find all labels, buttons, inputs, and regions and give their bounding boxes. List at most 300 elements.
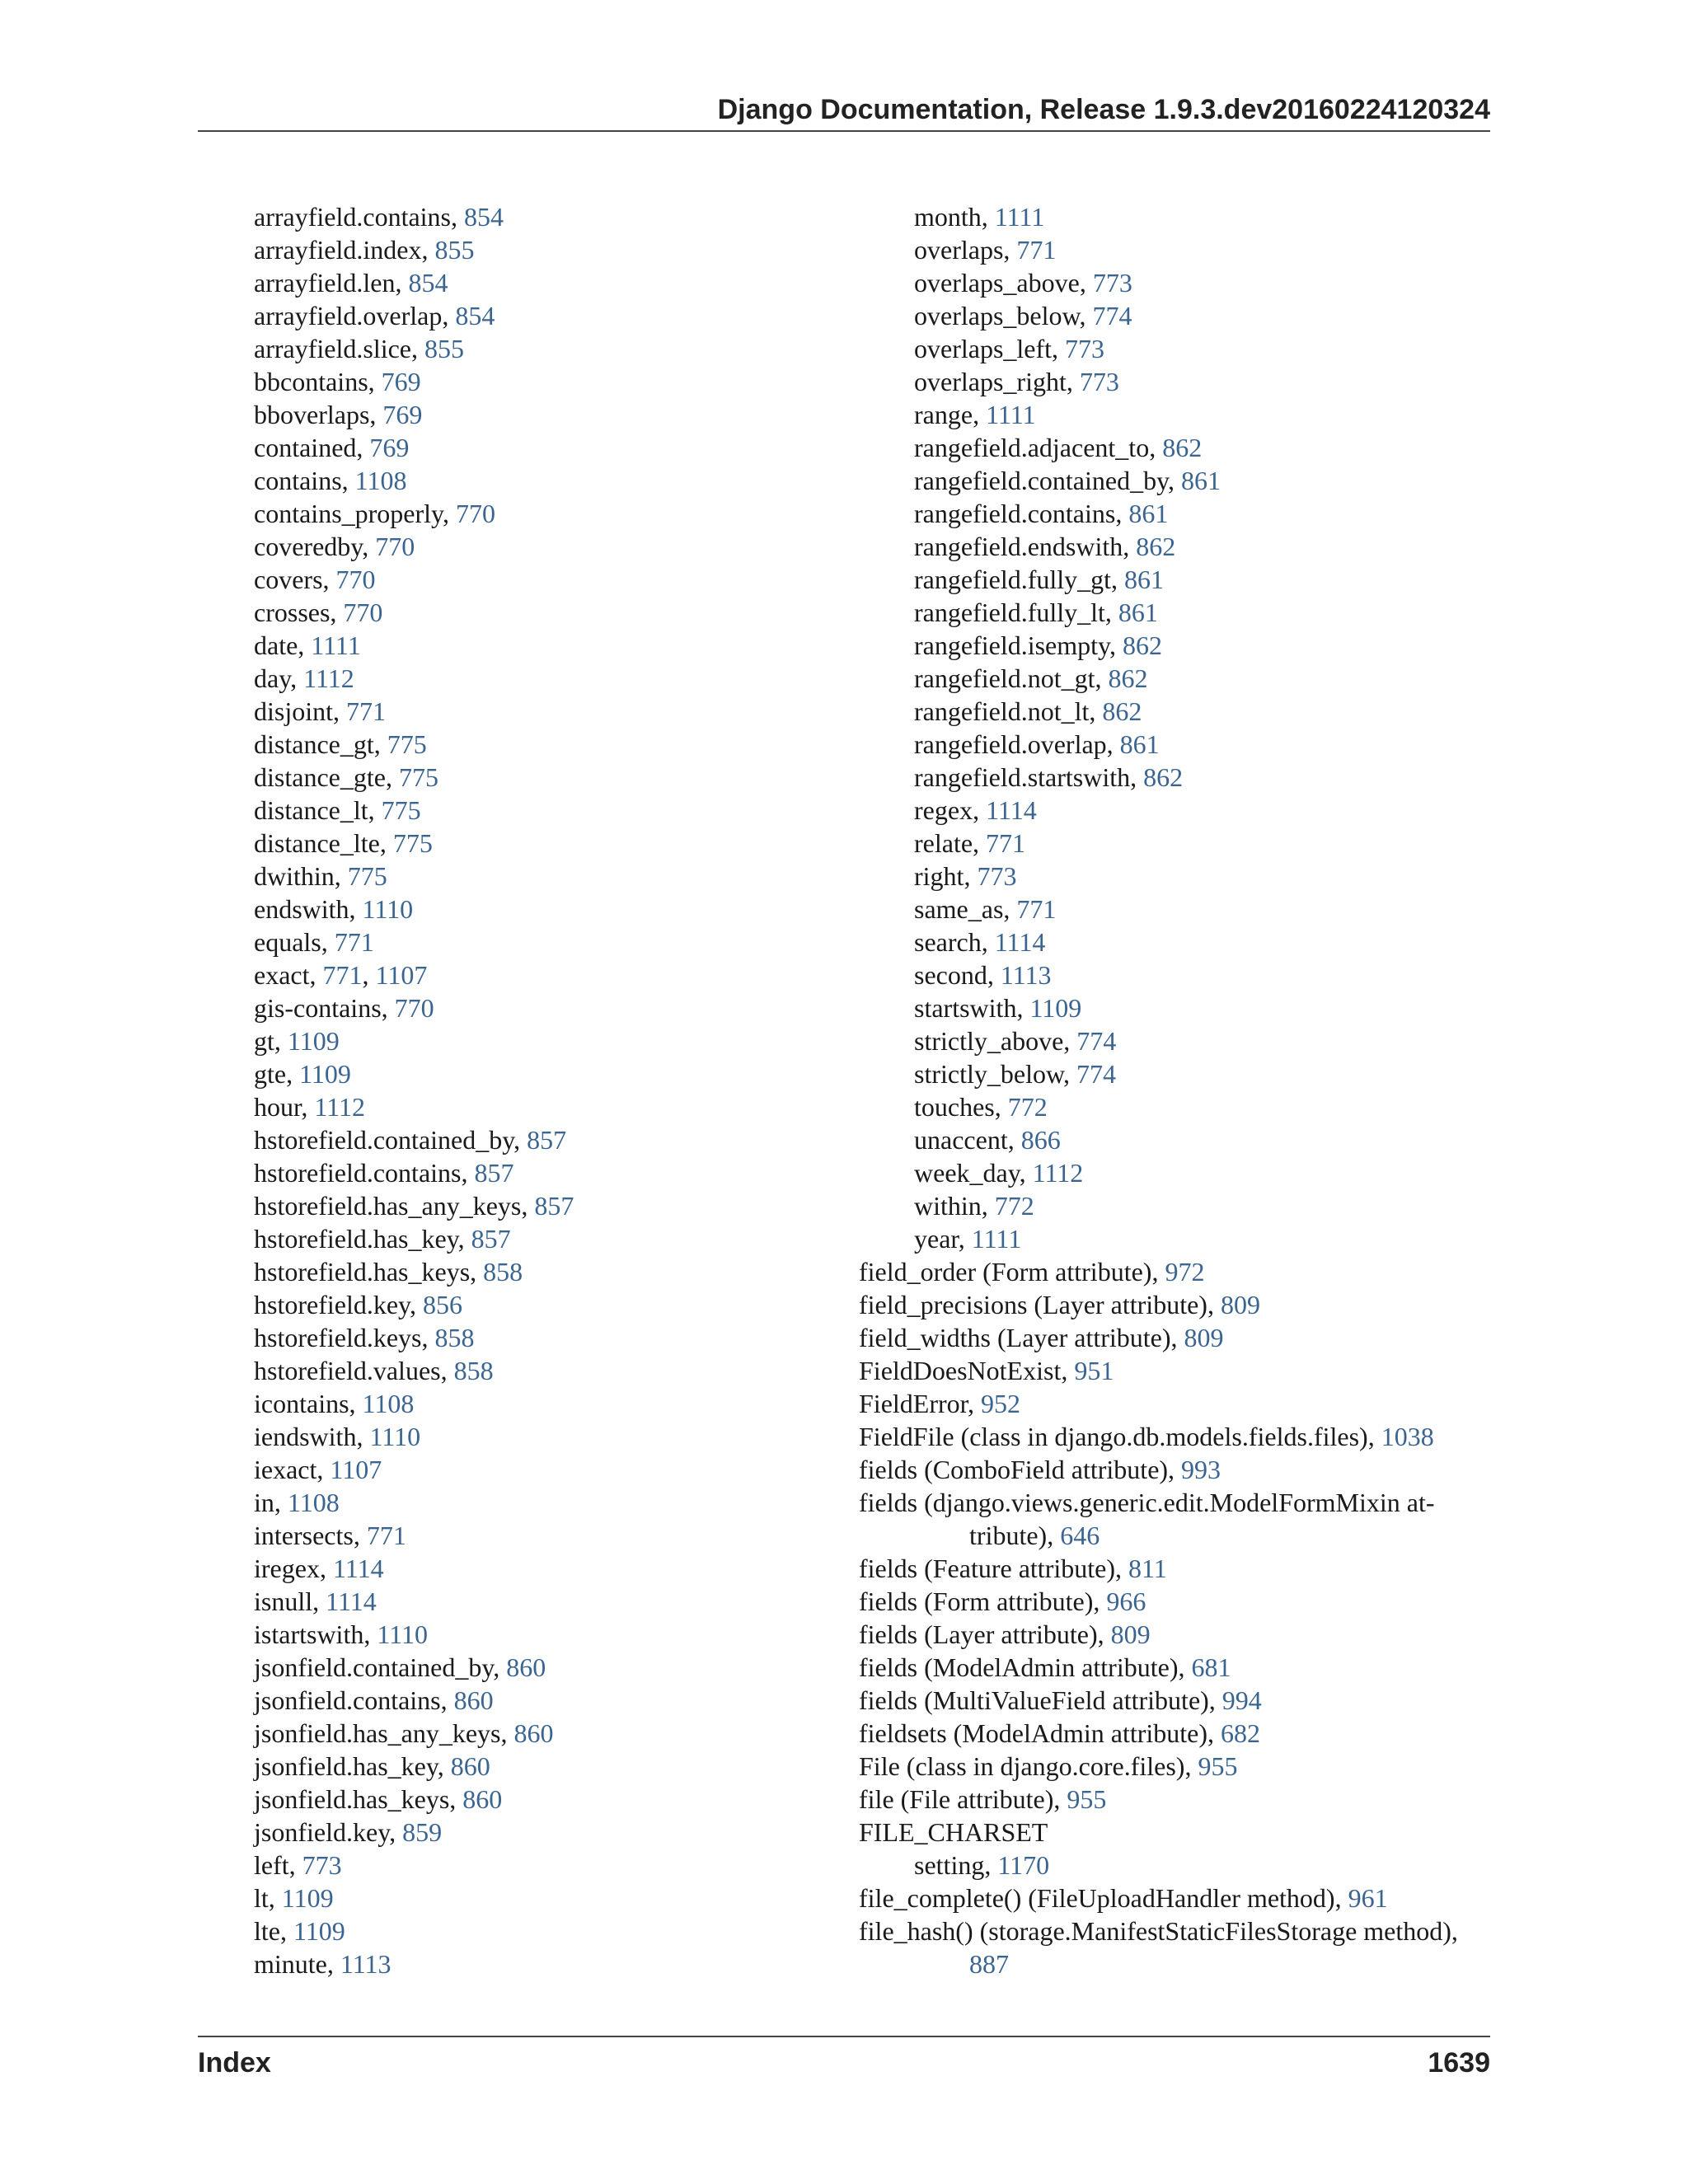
index-entry: field_order (Form attribute), 972 [859,1257,1205,1286]
index-term: lt [254,1883,269,1913]
index-term: hstorefield.has_keys [254,1257,471,1286]
index-page-link[interactable]: 860 [462,1784,503,1814]
index-page-link[interactable]: 860 [450,1751,490,1781]
index-term: bbcontains [254,367,368,396]
index-entry: rangefield.isempty, 862 [914,630,1162,660]
index-term: week_day [914,1158,1020,1188]
index-term: year [914,1224,959,1254]
index-term: lte [254,1916,280,1946]
index-entry: month, 1111 [914,202,1045,232]
index-page-link[interactable]: 775 [347,861,387,891]
index-term: fields (Layer attribute) [859,1619,1098,1649]
index-term: rangefield.contains [914,499,1116,528]
index-entry: bbcontains, 769 [254,367,421,396]
index-term: overlaps_above [914,268,1080,298]
index-page-link[interactable]: 1111 [311,630,361,660]
index-entry: rangefield.not_lt, 862 [914,696,1142,726]
index-page-link[interactable]: 857 [474,1158,514,1188]
index-page-link[interactable]: 775 [392,828,433,858]
index-term: FILE_CHARSET [859,1817,1048,1847]
index-term: contains [254,466,342,495]
index-entry: distance_gte, 775 [254,762,438,792]
index-page-link[interactable]: 1112 [314,1092,365,1122]
index-entry: arrayfield.len, 854 [254,268,448,298]
index-term: hstorefield.values [254,1356,441,1385]
index-page-link[interactable]: 955 [1067,1784,1107,1814]
index-page-link[interactable]: 966 [1106,1586,1146,1616]
index-page-link[interactable]: 860 [513,1718,554,1748]
index-term: minute [254,1949,327,1979]
index-page-link[interactable]: 1107 [375,960,428,990]
index-term: arrayfield.len [254,268,396,298]
index-page-link[interactable]: 1112 [303,663,354,693]
index-term: FieldFile (class in django.db.models.fields.files) [859,1422,1368,1451]
index-term: rangefield.not_lt [914,696,1090,726]
index-term: fields (Form attribute) [859,1586,1094,1616]
index-term: month [914,202,982,232]
index-entry-continuation: tribute), 646 [969,1521,1100,1550]
index-term: jsonfield.has_any_keys [254,1718,501,1748]
index-entry: jsonfield.contained_by, 860 [254,1652,546,1682]
index-entry: distance_lte, 775 [254,828,433,858]
index-entry: exact, 771, 1107 [254,960,428,990]
index-entry: arrayfield.overlap, 854 [254,301,495,330]
index-entry: jsonfield.key, 859 [254,1817,443,1847]
index-term: arrayfield.overlap [254,301,443,330]
index-page-link[interactable]: 682 [1221,1718,1261,1748]
index-page-link[interactable]: 809 [1184,1323,1224,1352]
index-entry: hstorefield.values, 858 [254,1356,494,1385]
index-entry: hstorefield.has_keys, 858 [254,1257,523,1286]
index-page-link[interactable]: 861 [1128,499,1169,528]
index-term: hstorefield.has_any_keys [254,1191,522,1221]
index-entry [859,1915,1490,1947]
index-entry: in, 1108 [254,1488,340,1517]
index-entry: contained, 769 [254,433,410,462]
index-entry-continuation [859,1947,1490,1980]
index-entry: endswith, 1110 [254,894,414,924]
index-term: hstorefield.contains [254,1158,462,1188]
index-page-link[interactable]: 862 [1122,630,1162,660]
index-term: covers [254,565,323,594]
index-entry [859,1486,1490,1519]
index-term: field_precisions (Layer attribute) [859,1290,1207,1319]
index-term: relate [914,828,973,858]
index-page-link[interactable]: 1038 [1381,1422,1434,1451]
index-page-link[interactable]: 770 [375,532,415,561]
index-page-link[interactable]: 771 [322,960,363,990]
index-entry: setting, 1170 [914,1850,1050,1880]
index-page-link[interactable]: 858 [453,1356,494,1385]
index-entry: fields (ModelAdmin attribute), 681 [859,1652,1231,1682]
index-entry: overlaps, 771 [914,235,1057,265]
index-entry: overlaps_below, 774 [914,301,1132,330]
index-page-link[interactable]: 774 [1092,301,1132,330]
header-title: Django Documentation, Release 1.9.3.dev20160224120324 [717,94,1490,125]
index-page-link[interactable]: 1113 [1000,960,1052,990]
index-entry: jsonfield.has_any_keys, 860 [254,1718,554,1748]
index-page-link[interactable]: 769 [381,367,421,396]
index-term: hstorefield.has_key [254,1224,458,1254]
index-page-link[interactable]: 861 [1118,598,1158,627]
index-page-link[interactable]: 773 [977,861,1017,891]
index-term: iendswith [254,1422,357,1451]
index-entry: disjoint, 771 [254,696,387,726]
index-term: unaccent [914,1125,1008,1155]
index-page-link[interactable]: 862 [1143,762,1184,792]
index-entry: fields (ComboField attribute), 993 [859,1455,1221,1484]
index-term: rangefield.not_gt [914,663,1095,693]
index-page-link[interactable]: 772 [994,1191,1034,1221]
index-term: fields (ComboField attribute) [859,1455,1169,1484]
index-term: File (class in django.core.files) [859,1751,1185,1781]
index-page-link[interactable]: 1170 [997,1850,1050,1880]
index-page-link[interactable]: 771 [1016,235,1057,265]
index-page-link[interactable]: 771 [334,927,374,957]
index-page-link[interactable]: 1111 [971,1224,1022,1254]
index-entry: intersects, 771 [254,1521,406,1550]
index-entry: hstorefield.key, 856 [254,1290,462,1319]
index-entry: jsonfield.has_key, 860 [254,1751,490,1781]
index-page-link[interactable]: 771 [346,696,387,726]
index-entry: iexact, 1107 [254,1455,382,1484]
index-page-link[interactable]: 1107 [330,1455,382,1484]
index-term: rangefield.startswith [914,762,1131,792]
index-term: gte [254,1059,287,1089]
index-page-link[interactable]: 771 [986,828,1026,858]
index-term: arrayfield.index [254,235,422,265]
index-page-link[interactable]: 775 [398,762,438,792]
index-entry: lte, 1109 [254,1916,345,1946]
index-entry: right, 773 [914,861,1017,891]
index-page-link[interactable]: 1113 [340,1949,392,1979]
index-page-link[interactable]: 951 [1074,1356,1114,1385]
index-page-link[interactable]: 1110 [377,1619,428,1649]
index-entry: hstorefield.contained_by, 857 [254,1125,567,1155]
index-entry: overlaps_right, 773 [914,367,1119,396]
index-term: distance_gt [254,729,374,759]
index-term: fields (ModelAdmin attribute) [859,1652,1179,1682]
index-term: arrayfield.slice [254,334,411,363]
index-term: right [914,861,964,891]
index-entry: within, 772 [914,1191,1034,1221]
index-term: overlaps_left [914,334,1053,363]
index-page-link[interactable]: 771 [366,1521,406,1550]
index-entry: coveredby, 770 [254,532,415,561]
index-entry: unaccent, 866 [914,1125,1061,1155]
index-entry: jsonfield.has_keys, 860 [254,1784,503,1814]
index-page-link[interactable]: 952 [981,1389,1021,1418]
index-entry: icontains, 1108 [254,1389,415,1418]
index-page-link[interactable]: 859 [402,1817,443,1847]
index-page-link[interactable]: 1108 [287,1488,340,1517]
index-page-link[interactable]: 773 [1079,367,1119,396]
index-term: jsonfield.key [254,1817,390,1847]
index-page-link[interactable]: 769 [382,400,423,429]
index-page-link[interactable]: 994 [1221,1685,1262,1715]
index-term: intersects [254,1521,354,1550]
index-page-link[interactable]: 861 [1119,729,1160,759]
index-entry: contains, 1108 [254,466,407,495]
index-page-link[interactable]: 769 [369,433,410,462]
index-term: disjoint [254,696,334,726]
index-page-link[interactable]: 854 [455,301,495,330]
index-page-link[interactable]: 860 [506,1652,546,1682]
index-page-link[interactable]: 811 [1128,1554,1167,1583]
index-page-link[interactable]: 1109 [281,1883,334,1913]
index-entry: istartswith, 1110 [254,1619,428,1649]
index-page-link[interactable]: 861 [1181,466,1221,495]
index-entry: arrayfield.contains, 854 [254,202,504,232]
index-entry: jsonfield.contains, 860 [254,1685,494,1715]
index-term: distance_lte [254,828,380,858]
index-page-link[interactable]: 854 [464,202,504,232]
index-entry: same_as, 771 [914,894,1057,924]
index-page-link[interactable]: 775 [387,729,427,759]
index-entry: strictly_above, 774 [914,1026,1117,1056]
index-entry: field_precisions (Layer attribute), 809 [859,1290,1260,1319]
index-entry: fields (Layer attribute), 809 [859,1619,1151,1649]
index-term: jsonfield.contained_by [254,1652,494,1682]
index-term: FieldDoesNotExist [859,1356,1062,1385]
index-entry: hstorefield.contains, 857 [254,1158,514,1188]
index-page-link[interactable]: 770 [455,499,495,528]
index-entry: File (class in django.core.files), 955 [859,1751,1238,1781]
index-term: bboverlaps [254,400,370,429]
index-page-link[interactable]: 858 [483,1257,523,1286]
index-term: jsonfield.has_keys [254,1784,450,1814]
index-page-link[interactable]: 1114 [326,1586,377,1616]
index-entry: rangefield.startswith, 862 [914,762,1184,792]
index-entry: fields (MultiValueField attribute), 994 [859,1685,1262,1715]
index-page-link[interactable]: 854 [408,268,448,298]
index-page-link[interactable]: 771 [1016,894,1057,924]
index-entry: arrayfield.index, 855 [254,235,475,265]
index-term: fields (Feature attribute) [859,1554,1115,1583]
index-term: file_complete() (FileUploadHandler method) [859,1883,1335,1913]
index-term: rangefield.isempty [914,630,1109,660]
index-page-link[interactable]: 855 [424,334,464,363]
index-page-link[interactable]: 773 [1092,268,1132,298]
index-term: jsonfield.contains [254,1685,441,1715]
index-entry: contains_properly, 770 [254,499,495,528]
index-page-link[interactable]: 773 [1065,334,1105,363]
index-term: jsonfield.has_key [254,1751,438,1781]
index-page-link[interactable]: 993 [1181,1455,1221,1484]
index-entry: hstorefield.has_any_keys, 857 [254,1191,574,1221]
index-page-link[interactable]: 1112 [1032,1158,1084,1188]
index-term: rangefield.contained_by [914,466,1169,495]
page-footer [198,2036,1490,2079]
index-term: day [254,663,291,693]
index-term: overlaps_right [914,367,1067,396]
index-term: iregex [254,1554,320,1583]
index-term: startswith [914,993,1017,1023]
index-page-link[interactable]: 1110 [362,894,414,924]
page-header [198,89,1490,132]
index-entry: gis-contains, 770 [254,993,434,1023]
index-entry: equals, 771 [254,927,374,957]
index-entry: file (File attribute), 955 [859,1784,1107,1814]
index-term: search [914,927,982,957]
index-page-link[interactable]: 772 [1007,1092,1048,1122]
index-entry: FieldError, 952 [859,1389,1021,1418]
index-page-link[interactable]: 774 [1076,1059,1116,1089]
index-term: FieldError [859,1389,968,1418]
index-page-link[interactable]: 856 [422,1290,462,1319]
index-entry: minute, 1113 [254,1949,392,1979]
index-page-link[interactable]: 860 [453,1685,494,1715]
index-page-link[interactable]: 1114 [986,795,1037,825]
index-entry: rangefield.fully_lt, 861 [914,598,1158,627]
index-term: setting [914,1850,985,1880]
index-term: date [254,630,298,660]
index-page-link[interactable]: 646 [1060,1521,1100,1550]
index-term: gis-contains [254,993,382,1023]
index-term: contained [254,433,357,462]
index-page-link[interactable]: 774 [1076,1026,1117,1056]
index-page-link[interactable]: 1109 [1029,993,1082,1023]
index-page-link[interactable]: 961 [1348,1883,1388,1913]
index-page-link[interactable]: 972 [1165,1257,1205,1286]
index-page-link[interactable]: 770 [394,993,434,1023]
index-term: contains_properly [254,499,443,528]
footer-section: Index [198,2047,271,2079]
index-term: second [914,960,987,990]
index-entry: rangefield.contained_by, 861 [914,466,1221,495]
index-entry: range, 1111 [914,400,1036,429]
index-entry: field_widths (Layer attribute), 809 [859,1323,1224,1352]
index-term: within [914,1191,982,1221]
index-term: arrayfield.contains [254,202,451,232]
index-page-link[interactable]: 1108 [354,466,407,495]
index-term: exact [254,960,310,990]
index-entry: week_day, 1112 [914,1158,1084,1188]
index-page-link[interactable]: 862 [1102,696,1142,726]
index-term: isnull [254,1586,313,1616]
index-entry: isnull, 1114 [254,1586,377,1616]
index-page-link[interactable]: 866 [1020,1125,1061,1155]
index-term: strictly_below [914,1059,1063,1089]
index-page-link[interactable]: 855 [434,235,475,265]
index-term: fieldsets (ModelAdmin attribute) [859,1718,1208,1748]
index-page-link[interactable]: 1109 [293,1916,345,1946]
index-entry: date, 1111 [254,630,361,660]
index-entry: day, 1112 [254,663,354,693]
index-term: fields (MultiValueField attribute) [859,1685,1209,1715]
index-term: field_order (Form attribute) [859,1257,1152,1286]
index-entry: second, 1113 [914,960,1052,990]
index-page-link[interactable]: 1114 [332,1554,384,1583]
index-entry: rangefield.endswith, 862 [914,532,1176,561]
index-entry: FieldFile (class in django.db.models.fields.files), 1038 [859,1422,1434,1451]
index-page-link[interactable]: 1111 [994,202,1045,232]
index-term: hstorefield.keys [254,1323,422,1352]
index-entry: overlaps_left, 773 [914,334,1105,363]
index-term: touches [914,1092,995,1122]
index-term: rangefield.endswith [914,532,1123,561]
index-page-link[interactable]: 1114 [994,927,1046,957]
index-page-link[interactable]: 955 [1198,1751,1238,1781]
index-entry: startswith, 1109 [914,993,1082,1023]
index-page-link[interactable]: 862 [1162,433,1203,462]
index-entry: distance_lt, 775 [254,795,421,825]
index-entry: gte, 1109 [254,1059,351,1089]
index-entry: covers, 770 [254,565,376,594]
index-page-link[interactable]: 858 [434,1323,475,1352]
index-page-link[interactable]: 809 [1110,1619,1151,1649]
index-entry: relate, 771 [914,828,1026,858]
index-page-link[interactable]: 1108 [362,1389,415,1418]
index-entry: distance_gt, 775 [254,729,427,759]
index-page-link[interactable]: 1109 [299,1059,351,1089]
index-page-link[interactable]: 809 [1220,1290,1260,1319]
index-page-link[interactable]: 681 [1191,1652,1231,1682]
index-term: hour [254,1092,302,1122]
index-term: rangefield.adjacent_to [914,433,1150,462]
index-term: in [254,1488,274,1517]
index-page-link[interactable]: 862 [1136,532,1176,561]
index-entry: arrayfield.slice, 855 [254,334,464,363]
index-term: range [914,400,973,429]
index-term: strictly_above [914,1026,1064,1056]
index-entry: rangefield.not_gt, 862 [914,663,1148,693]
index-term: endswith [254,894,349,924]
index-column-left [254,200,831,1980]
index-entry: year, 1111 [914,1224,1022,1254]
index-page-link[interactable]: 887 [969,1949,1009,1979]
index-page-link[interactable]: 857 [534,1191,574,1221]
index-page-link[interactable]: 770 [343,598,383,627]
index-page-link[interactable]: 857 [471,1224,511,1254]
index-page-link[interactable]: 857 [527,1125,567,1155]
index-entry: rangefield.overlap, 861 [914,729,1160,759]
index-entry [859,1816,1490,1849]
index-entry: rangefield.fully_gt, 861 [914,565,1165,594]
index-page-link[interactable]: 1109 [287,1026,340,1056]
index-term: coveredby [254,532,363,561]
index-page-link[interactable]: 773 [302,1850,342,1880]
index-page-link[interactable]: 1110 [369,1422,421,1451]
index-term-continuation: tribute) [969,1521,1048,1550]
index-entry: FieldDoesNotExist, 951 [859,1356,1114,1385]
index-entry: rangefield.contains, 861 [914,499,1169,528]
index-term: fields (django.views.generic.edit.ModelFormMixin at- [859,1488,1435,1517]
index-page-link[interactable]: 1111 [986,400,1036,429]
index-entry: search, 1114 [914,927,1046,957]
index-term: iexact [254,1455,317,1484]
index-term: distance_lt [254,795,368,825]
index-term: file (File attribute) [859,1784,1054,1814]
index-term: overlaps_below [914,301,1080,330]
index-entry: rangefield.adjacent_to, 862 [914,433,1203,462]
index-term: distance_gte [254,762,386,792]
index-term: file_hash() (storage.ManifestStaticFilesStorage method), [859,1916,1458,1946]
index-entry: file_complete() (FileUploadHandler method), 961 [859,1883,1388,1913]
index-column-right [859,200,1490,1980]
index-page-link[interactable]: 861 [1124,565,1165,594]
index-page-link[interactable]: 775 [381,795,421,825]
index-page-link[interactable]: 770 [335,565,376,594]
index-entry: crosses, 770 [254,598,383,627]
index-entry: hstorefield.has_key, 857 [254,1224,511,1254]
index-term: field_widths (Layer attribute) [859,1323,1171,1352]
page-number: 1639 [1428,2047,1490,2079]
index-term: same_as [914,894,1004,924]
index-entry: gt, 1109 [254,1026,340,1056]
index-entry: hstorefield.keys, 858 [254,1323,475,1352]
index-page-link[interactable]: 862 [1108,663,1148,693]
